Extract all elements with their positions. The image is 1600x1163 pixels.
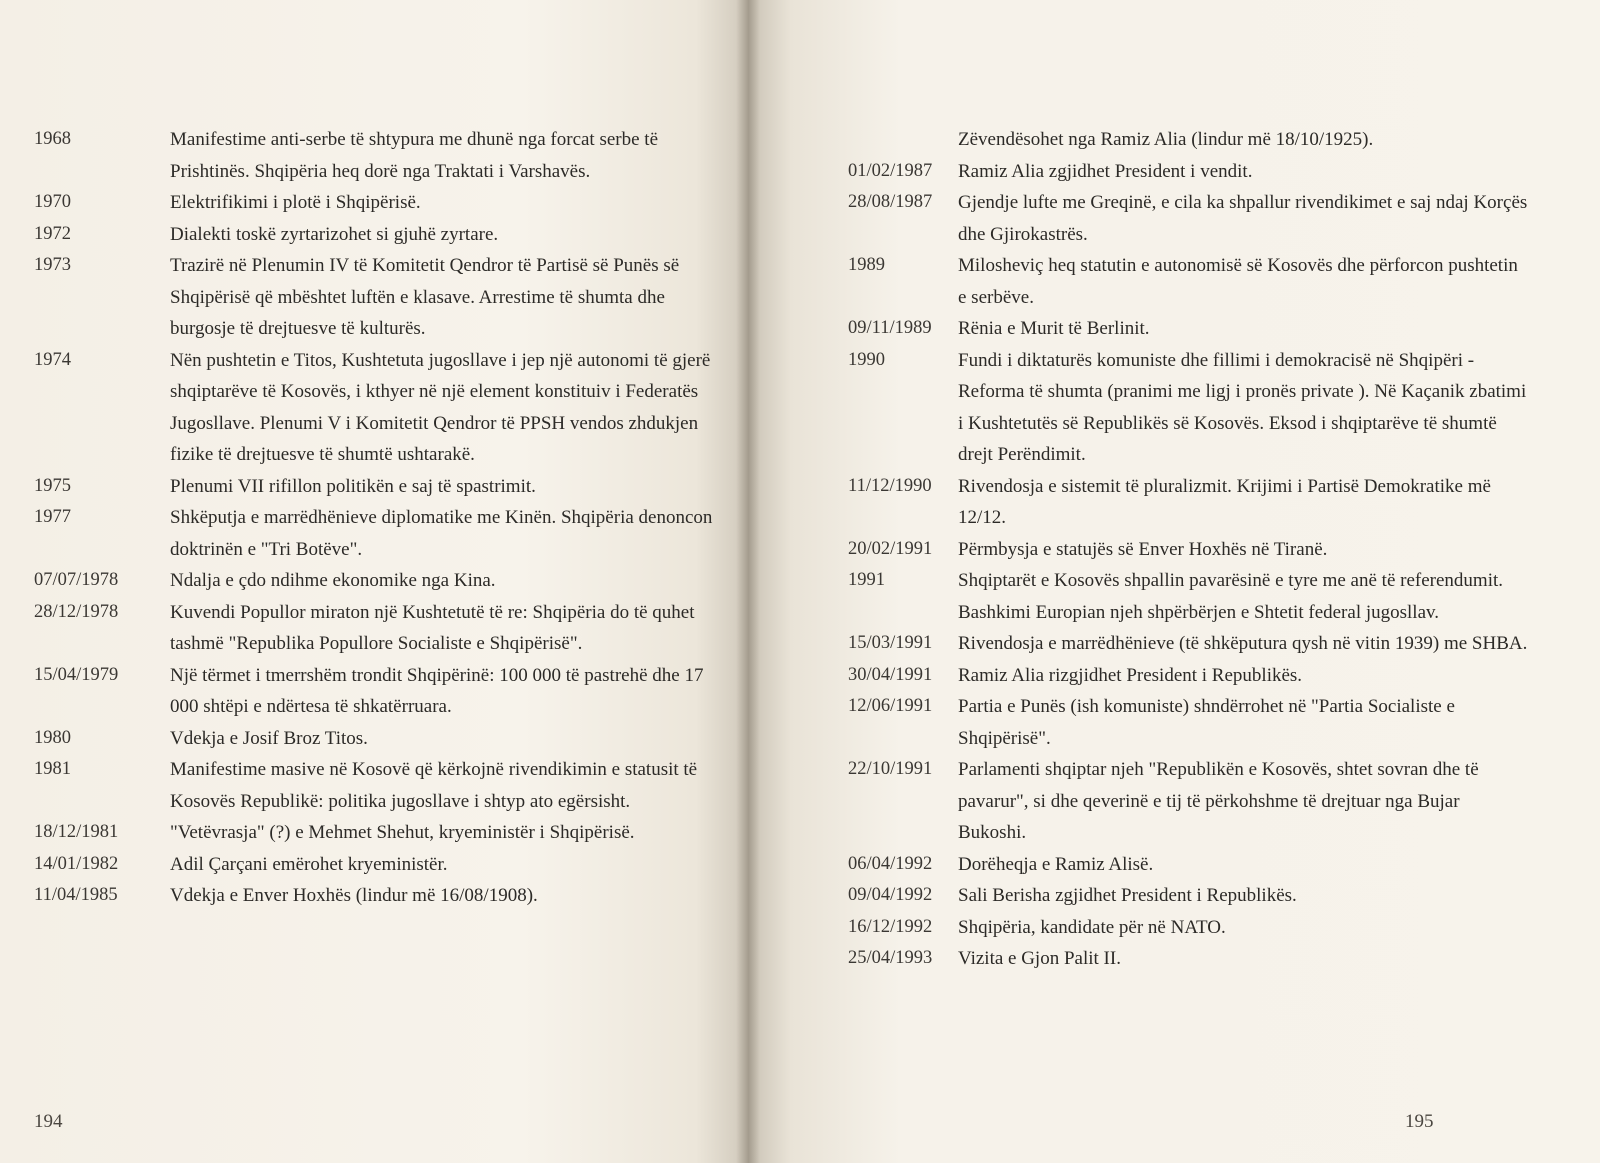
entry-date: 28/12/1978 bbox=[34, 601, 119, 622]
entry-text: Vdekja e Josif Broz Titos. bbox=[170, 727, 368, 749]
entry-text: Fundi i diktaturës komuniste dhe fillimi i demokracisë në Shqipëri -Reforma të shumta (pranimi me ligj i pronës private ). Në Kaçanik zbatimi i Kushtetutës së Republikës së Kosovës. Eksod i shqiptarëve të shumtë drejt Perëndimit. bbox=[958, 349, 1527, 465]
entry-date: 1974 bbox=[34, 349, 71, 370]
timeline-entry bbox=[848, 628, 1528, 660]
entry-text: Adil Çarçani emërohet kryeministër. bbox=[170, 853, 448, 875]
timeline-entry bbox=[848, 660, 1528, 692]
entry-text: Një tërmet i tmerrshëm trondit Shqipërinë: 100 000 të pastrehë dhe 17 000 shtëpi e ndërtesa të shkatërruara. bbox=[170, 664, 704, 717]
entry-text: Parlamenti shqiptar njeh "Republikën e Kosovës, shtet sovran dhe të pavarur", si dhe qeverinë e tij të përkohshme të drejtuar nga Bujar Bukoshi. bbox=[958, 759, 1479, 843]
timeline-entry bbox=[34, 187, 714, 219]
timeline-entry bbox=[848, 534, 1528, 566]
timeline-entry bbox=[848, 565, 1528, 628]
left-page bbox=[0, 0, 748, 1163]
entry-date: 20/02/1991 bbox=[848, 538, 933, 559]
timeline-entry bbox=[34, 219, 714, 251]
entry-date: 1972 bbox=[34, 223, 71, 244]
timeline-entry bbox=[34, 597, 714, 660]
timeline-entry bbox=[848, 471, 1528, 534]
entry-date: 07/07/1978 bbox=[34, 570, 119, 590]
page-number-left: 194 bbox=[34, 1111, 63, 1132]
timeline-entry bbox=[848, 849, 1528, 881]
entry-text: Përmbysja e statujës së Enver Hoxhës në Tiranë. bbox=[958, 538, 1328, 560]
entry-date: 1977 bbox=[34, 507, 71, 527]
entry-date: 11/12/1990 bbox=[848, 475, 932, 496]
entry-text: Rivendosja e marrëdhënieve (të shkëputura qysh në vitin 1939) me SHBA. bbox=[958, 633, 1528, 654]
entry-date: 1990 bbox=[848, 349, 885, 370]
entry-text: Elektrifikimi i plotë i Shqipërisë. bbox=[170, 192, 421, 213]
timeline-entry bbox=[848, 691, 1528, 754]
entry-date: 1975 bbox=[34, 475, 71, 496]
book-gutter bbox=[736, 0, 760, 1163]
entry-text: Partia e Punës (ish komuniste) shndërrohet në "Partia Socialiste e Shqipërisë". bbox=[958, 696, 1455, 749]
entry-text: Manifestime masive në Kosovë që kërkojnë rivendikimin e statusit të Kosovës Republikë: politika jugosllave i shtyp ato egërsisht. bbox=[170, 759, 698, 812]
entry-text: Kuvendi Popullor miraton një Kushtetutë të re: Shqipëria do të quhet tashmë "Republika Popullore Socialiste e Shqipërisë". bbox=[170, 601, 695, 654]
entry-text: Dialekti toskë zyrtarizohet si gjuhë zyrtare. bbox=[170, 223, 499, 245]
entry-text: Shqipëria, kandidate për në NATO. bbox=[958, 916, 1226, 938]
timeline-entry bbox=[34, 880, 714, 912]
entry-date: 22/10/1991 bbox=[848, 759, 933, 779]
timeline-entry bbox=[34, 345, 714, 471]
entry-text: Shqiptarët e Kosovës shpallin pavarësinë e tyre me anë të referendumit. Bashkimi Europian njeh shpërbërjen e Shtetit federal jugosllav. bbox=[958, 570, 1503, 623]
entry-text: Gjendje lufte me Greqinë, e cila ka shpallur rivendikimet e saj ndaj Korçës dhe Gjirokastrës. bbox=[958, 192, 1528, 245]
entry-text: Ramiz Alia zgjidhet President i vendit. bbox=[958, 160, 1253, 182]
timeline-entry bbox=[34, 502, 714, 565]
entry-date: 1981 bbox=[34, 759, 71, 779]
entry-text: Rivendosja e sistemit të pluralizmit. Krijimi i Partisë Demokratike më 12/12. bbox=[958, 475, 1491, 528]
entry-text: Nën pushtetin e Titos, Kushtetuta jugosllave i jep një autonomi të gjerë shqiptarëve të Kosovës, i kthyer në një element konstituiv i Federatës Jugosllave. Plenumi V i Komitetit Qendror të PPSH vendos zhdukjen fizike të drejtuesve të shumtë ushtarakë. bbox=[170, 349, 711, 465]
timeline-entry bbox=[848, 345, 1528, 471]
entry-date: 01/02/1987 bbox=[848, 160, 933, 181]
timeline-list-left bbox=[34, 124, 714, 912]
entry-date: 11/04/1985 bbox=[34, 885, 118, 905]
entry-text: Shkëputja e marrëdhënieve diplomatike me Kinën. Shqipëria denoncon doktrinën e "Tri Botëve". bbox=[170, 507, 713, 560]
timeline-entry bbox=[848, 313, 1528, 345]
entry-text: Sali Berisha zgjidhet President i Republikës. bbox=[958, 885, 1297, 906]
timeline-entry bbox=[34, 250, 714, 345]
entry-date: 28/08/1987 bbox=[848, 192, 933, 212]
entry-text: Milosheviç heq statutin e autonomisë së Kosovës dhe përforcon pushtetin e serbëve. bbox=[958, 255, 1518, 308]
entry-date: 09/11/1989 bbox=[848, 318, 932, 338]
entry-date: 12/06/1991 bbox=[848, 696, 933, 716]
entry-date: 15/03/1991 bbox=[848, 633, 933, 653]
entry-date: 06/04/1992 bbox=[848, 853, 933, 874]
timeline-entry bbox=[848, 912, 1528, 944]
timeline-entry bbox=[34, 660, 714, 723]
entry-text: Ramiz Alia rizgjidhet President i Republikës. bbox=[958, 664, 1303, 686]
entry-date: 1968 bbox=[34, 129, 71, 149]
timeline-entry bbox=[848, 250, 1528, 313]
entry-text: Vdekja e Enver Hoxhës (lindur më 16/08/1908). bbox=[170, 885, 538, 906]
timeline-continuation bbox=[848, 124, 1528, 156]
entry-date: 1989 bbox=[848, 255, 885, 275]
entry-text: Dorëheqja e Ramiz Alisë. bbox=[958, 853, 1154, 875]
entry-date: 18/12/1981 bbox=[34, 822, 119, 842]
entry-text: Vizita e Gjon Palit II. bbox=[958, 948, 1121, 969]
timeline-entry bbox=[34, 723, 714, 755]
timeline-entry bbox=[34, 817, 714, 849]
timeline-entry bbox=[34, 754, 714, 817]
timeline-entry bbox=[34, 849, 714, 881]
entry-date: 1991 bbox=[848, 570, 885, 590]
entry-date: 1970 bbox=[34, 192, 71, 212]
entry-date: 14/01/1982 bbox=[34, 853, 119, 874]
entry-text: Zëvendësohet nga Ramiz Alia (lindur më 18/10/1925). bbox=[958, 129, 1374, 150]
entry-text: Trazirë në Plenumin IV të Komitetit Qendror të Partisë së Punës së Shqipërisë që mbështet luftën e klasave. Arrestime të shumta dhe burgosje të drejtuesve të kulturës. bbox=[170, 255, 680, 339]
page-number-right: 195 bbox=[1405, 1111, 1434, 1132]
timeline-entry bbox=[848, 943, 1528, 975]
entry-date: 1980 bbox=[34, 727, 71, 748]
entry-text: Ndalja e çdo ndihme ekonomike nga Kina. bbox=[170, 570, 496, 591]
entry-date: 25/04/1993 bbox=[848, 948, 933, 968]
timeline-entry bbox=[34, 471, 714, 503]
entry-date: 1973 bbox=[34, 255, 71, 275]
timeline-list-right bbox=[848, 124, 1528, 975]
timeline-entry bbox=[848, 754, 1528, 849]
entry-date: 09/04/1992 bbox=[848, 885, 933, 905]
timeline-entry bbox=[848, 187, 1528, 250]
entry-text: Manifestime anti-serbe të shtypura me dhunë nga forcat serbe të Prishtinës. Shqipëria heq dorë nga Traktati i Varshavës. bbox=[170, 129, 659, 182]
timeline-entry bbox=[848, 156, 1528, 188]
timeline-entry bbox=[34, 565, 714, 597]
entry-date: 15/04/1979 bbox=[34, 664, 119, 685]
timeline-entry bbox=[848, 880, 1528, 912]
entry-date: 16/12/1992 bbox=[848, 916, 933, 937]
timeline-entry bbox=[34, 124, 714, 187]
entry-text: "Vetëvrasja" (?) e Mehmet Shehut, kryeministër i Shqipërisë. bbox=[170, 822, 635, 843]
entry-text: Rënia e Murit të Berlinit. bbox=[958, 318, 1150, 339]
entry-text: Plenumi VII rifillon politikën e saj të spastrimit. bbox=[170, 475, 536, 497]
entry-date: 30/04/1991 bbox=[848, 664, 933, 685]
